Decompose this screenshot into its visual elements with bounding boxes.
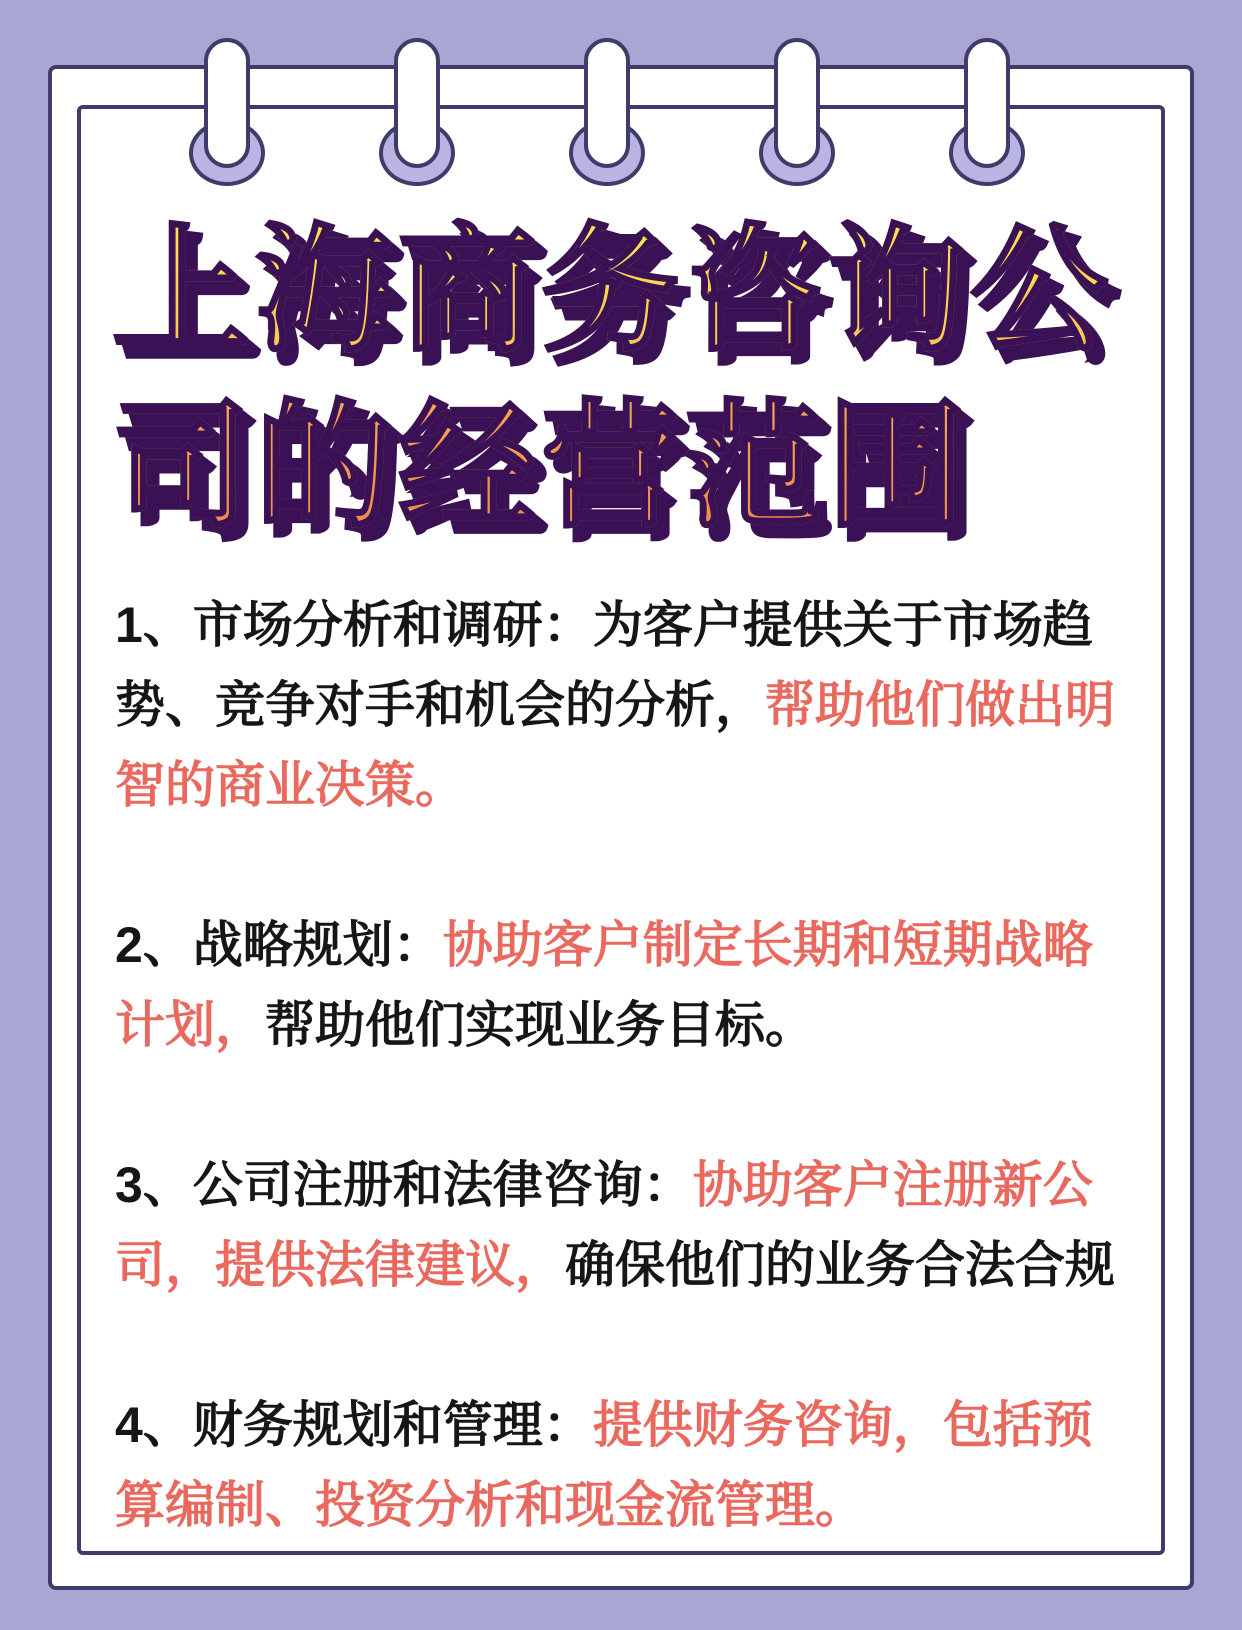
text-line (115, 745, 1135, 825)
title-line-1: 上海商务咨询公 上海商务咨询公 (112, 203, 1113, 379)
poster-title (112, 203, 1113, 555)
title-line-2: 司的经营范围 司的经营范围 (112, 379, 1113, 555)
text-segment-red: 算编制、投资分析和现金流管理。 (115, 1477, 865, 1533)
text-line (115, 665, 1135, 745)
text-segment-red: 协助客户制定长期和短期战略 (442, 917, 1093, 973)
text-line (115, 1465, 1135, 1545)
text-segment-red: 帮助他们做出明 (765, 677, 1115, 733)
text-segment-plain: 确保他们的业务合法合规 (565, 1237, 1115, 1293)
text-segment-label: 2、战略规划： (115, 917, 443, 973)
section (115, 1145, 1135, 1305)
binder-ring-icon (204, 38, 250, 168)
text-segment-label: 3、公司注册和法律咨询： (115, 1157, 693, 1213)
text-segment-label: 1、市场分析和调研： (115, 597, 593, 653)
text-segment-red: 智的商业决策。 (115, 757, 465, 813)
text-segment-plain: 势、竞争对手和机会的分析， (115, 677, 765, 733)
text-line (115, 585, 1135, 665)
text-line (115, 1225, 1135, 1305)
content-sections (115, 585, 1135, 1625)
text-line (115, 985, 1135, 1065)
section (115, 1385, 1135, 1545)
text-segment-red: 提供财务咨询，包括预 (592, 1397, 1093, 1453)
binder-ring-icon (584, 38, 630, 168)
text-segment-label: 4、财务规划和管理： (115, 1397, 593, 1453)
text-line (115, 905, 1135, 985)
text-segment-red: 协助客户注册新公 (692, 1157, 1093, 1213)
text-segment-plain: 为客户提供关于市场趋 (592, 597, 1093, 653)
text-line (115, 1145, 1135, 1225)
section (115, 905, 1135, 1065)
binder-ring-icon (964, 38, 1010, 168)
section (115, 585, 1135, 825)
text-segment-plain: 帮助他们实现业务目标。 (265, 997, 815, 1053)
text-segment-red: 计划， (115, 997, 265, 1053)
binder-ring-icon (394, 38, 440, 168)
text-line (115, 1385, 1135, 1465)
text-segment-red: 司，提供法律建议， (115, 1237, 565, 1293)
binder-ring-icon (774, 38, 820, 168)
